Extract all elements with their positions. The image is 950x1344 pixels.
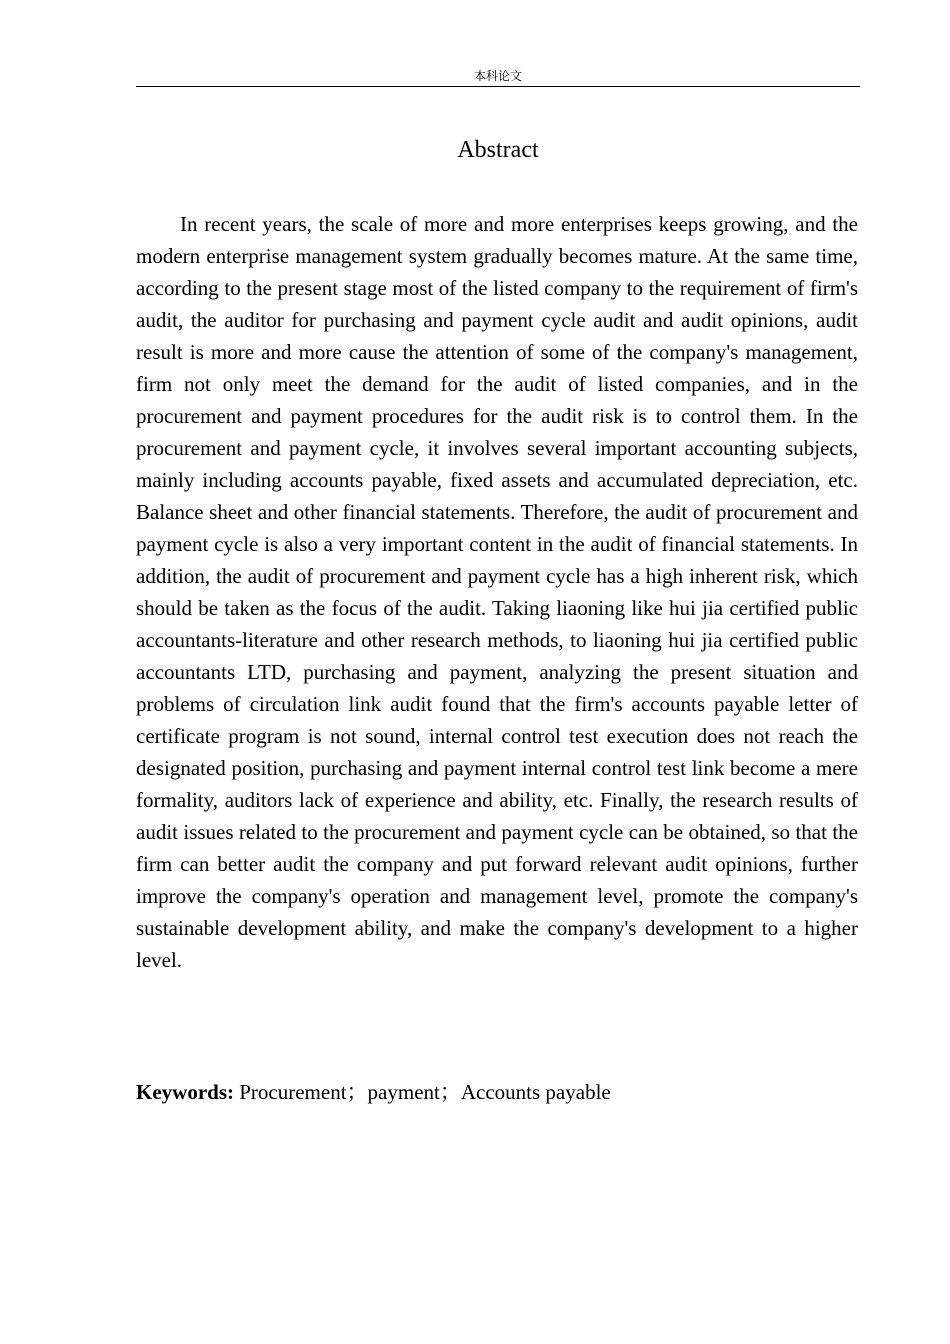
- page-header: [136, 66, 860, 87]
- abstract-title: Abstract: [457, 137, 539, 163]
- keywords-value: Procurement；payment；Accounts payable: [239, 1080, 611, 1104]
- page-header-text: 本科论文: [473, 69, 522, 83]
- keywords-line: [136, 1076, 860, 1108]
- abstract-body: In recent years, the scale of more and more enterprises keeps growing, and the modern enterprise management system gradually becomes mature. At the same time, according to the present stage most of the listed company to the requirement of firm's audit, the auditor for purchasing and payment cycle audit and audit opinions, audit result is more and more cause the attention of some of the company's management, firm not only meet the demand for the audit of listed companies, and in the procurement and payment procedures for the audit risk is to control them. In the procurement and payment cycle, it involves several important accounting subjects, mainly including accounts payable, fixed assets and accumulated depreciation, etc. Balance sheet and other financial statements. Therefore, the audit of procurement and payment cycle is also a very important content in the audit of financial statements. In addition, the audit of procurement and payment cycle has a high inherent risk, which should be taken as the focus of the audit. Taking liaoning like hui jia certified public accountants-literature and other research methods, to liaoning hui jia certified public accountants LTD, purchasing and payment, analyzing the present situation and problems of circulation link audit found that the firm's accounts payable letter of certificate program is not sound, internal control test execution does not reach the designated position, purchasing and payment internal control test link become a mere formality, auditors lack of experience and ability, etc. Finally, the research results of audit issues related to the procurement and payment cycle can be obtained, so that the firm can better audit the company and put forward relevant audit opinions, further improve the company's operation and management level, promote the company's sustainable development ability, and make the company's development to a higher level.: [136, 212, 858, 972]
- keywords-label: Keywords:: [136, 1080, 234, 1104]
